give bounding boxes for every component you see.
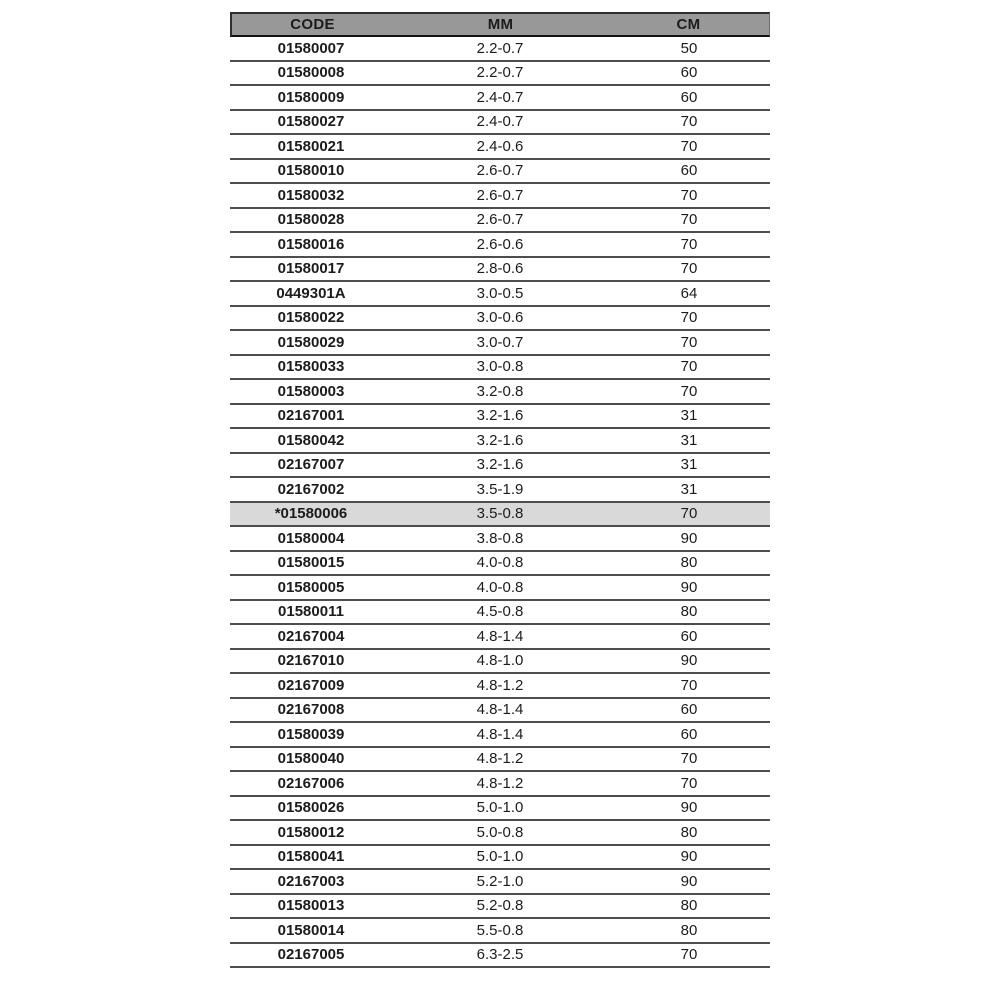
mm-cell: 4.8-1.2 <box>476 750 524 768</box>
code-cell: 02167009 <box>277 676 345 694</box>
mm-cell: 4.8-1.4 <box>476 627 524 645</box>
table-row <box>230 37 770 62</box>
table-row <box>230 258 770 283</box>
table-row <box>230 380 770 405</box>
code-cell: 02167006 <box>277 774 345 792</box>
table-row <box>230 111 770 136</box>
table-row <box>230 919 770 944</box>
code-cell: 01580013 <box>277 897 345 915</box>
code-cell: 02167004 <box>277 627 345 645</box>
table-row <box>230 454 770 479</box>
mm-cell: 3.5-0.8 <box>476 505 524 523</box>
code-cell: 01580022 <box>277 309 345 327</box>
table-row <box>230 723 770 748</box>
mm-cell: 3.8-0.8 <box>476 529 524 547</box>
cm-cell: 31 <box>680 480 698 498</box>
code-cell: 01580027 <box>277 113 345 131</box>
cm-cell: 70 <box>680 382 698 400</box>
table-row <box>230 233 770 258</box>
mm-cell: 3.2-0.8 <box>476 382 524 400</box>
code-cell: 01580010 <box>277 162 345 180</box>
cm-cell: 31 <box>680 431 698 449</box>
cm-cell: 70 <box>680 211 698 229</box>
mm-cell: 4.8-1.4 <box>476 725 524 743</box>
code-cell: 01580009 <box>277 88 345 106</box>
mm-cell: 3.2-1.6 <box>476 407 524 425</box>
code-cell: 01580005 <box>277 578 345 596</box>
code-cell: 01580029 <box>277 333 345 351</box>
code-cell: 01580033 <box>277 358 345 376</box>
cm-cell: 80 <box>680 897 698 915</box>
code-cell: 02167001 <box>277 407 345 425</box>
mm-cell: 2.6-0.7 <box>476 162 524 180</box>
mm-cell: 4.5-0.8 <box>476 603 524 621</box>
mm-cell: 2.4-0.6 <box>476 137 524 155</box>
table-row <box>230 699 770 724</box>
code-cell: 01580016 <box>277 235 345 253</box>
cm-cell: 60 <box>680 725 698 743</box>
table-row <box>230 821 770 846</box>
mm-cell: 2.8-0.6 <box>476 260 524 278</box>
table-row <box>230 135 770 160</box>
code-cell: 0449301A <box>276 284 346 302</box>
table-row <box>230 62 770 87</box>
table-row <box>230 576 770 601</box>
table-row <box>230 478 770 503</box>
mm-cell: 4.8-1.4 <box>476 701 524 719</box>
cm-cell: 70 <box>680 946 698 964</box>
column-header-mm: MM <box>487 16 514 33</box>
mm-cell: 5.0-1.0 <box>476 799 524 817</box>
table-row <box>230 797 770 822</box>
code-cell: 02167007 <box>277 456 345 474</box>
table-header-row <box>230 12 770 37</box>
cm-cell: 70 <box>680 186 698 204</box>
mm-cell: 3.2-1.6 <box>476 431 524 449</box>
mm-cell: 3.0-0.6 <box>476 309 524 327</box>
table-body <box>230 37 770 968</box>
mm-cell: 3.2-1.6 <box>476 456 524 474</box>
mm-cell: 5.0-1.0 <box>476 848 524 866</box>
code-cell: 01580040 <box>277 750 345 768</box>
table-row <box>230 282 770 307</box>
cm-cell: 70 <box>680 235 698 253</box>
cm-cell: 64 <box>680 284 698 302</box>
table-row <box>230 772 770 797</box>
mm-cell: 5.5-0.8 <box>476 921 524 939</box>
table-row <box>230 307 770 332</box>
cm-cell: 90 <box>680 578 698 596</box>
cm-cell: 90 <box>680 872 698 890</box>
cm-cell: 70 <box>680 774 698 792</box>
code-cell: 01580003 <box>277 382 345 400</box>
cm-cell: 60 <box>680 701 698 719</box>
mm-cell: 3.0-0.5 <box>476 284 524 302</box>
code-cell: 01580042 <box>277 431 345 449</box>
mm-cell: 2.2-0.7 <box>476 39 524 57</box>
table-row <box>230 552 770 577</box>
code-cell: 01580017 <box>277 260 345 278</box>
code-cell: 01580028 <box>277 211 345 229</box>
table-row <box>230 650 770 675</box>
mm-cell: 3.5-1.9 <box>476 480 524 498</box>
code-cell: 01580021 <box>277 137 345 155</box>
code-cell: 02167003 <box>277 872 345 890</box>
cm-cell: 70 <box>680 309 698 327</box>
table-row <box>230 870 770 895</box>
column-header-cm: CM <box>676 16 701 33</box>
table-row <box>230 184 770 209</box>
cm-cell: 90 <box>680 529 698 547</box>
spec-table <box>230 12 770 968</box>
code-cell: 01580014 <box>277 921 345 939</box>
cm-cell: 70 <box>680 260 698 278</box>
cm-cell: 60 <box>680 162 698 180</box>
code-cell: 01580011 <box>278 603 344 621</box>
cm-cell: 80 <box>680 554 698 572</box>
cm-cell: 60 <box>680 627 698 645</box>
code-cell: 01580026 <box>277 799 345 817</box>
table-row <box>230 625 770 650</box>
table-row <box>230 331 770 356</box>
table-row <box>230 527 770 552</box>
mm-cell: 3.0-0.8 <box>476 358 524 376</box>
code-cell: 01580007 <box>277 39 345 57</box>
column-header-code: CODE <box>290 16 335 33</box>
table-row <box>230 356 770 381</box>
code-cell: *01580006 <box>274 505 348 523</box>
cm-cell: 31 <box>680 456 698 474</box>
cm-cell: 60 <box>680 64 698 82</box>
mm-cell: 2.4-0.7 <box>476 113 524 131</box>
cm-cell: 90 <box>680 848 698 866</box>
mm-cell: 4.8-1.2 <box>476 774 524 792</box>
table-row <box>230 160 770 185</box>
table-row <box>230 944 770 969</box>
mm-cell: 4.8-1.0 <box>476 652 524 670</box>
cm-cell: 90 <box>680 799 698 817</box>
code-cell: 02167010 <box>277 652 345 670</box>
code-cell: 01580015 <box>277 554 345 572</box>
cm-cell: 70 <box>680 676 698 694</box>
code-cell: 01580041 <box>277 848 345 866</box>
cm-cell: 80 <box>680 823 698 841</box>
table-row <box>230 405 770 430</box>
code-cell: 02167005 <box>277 946 345 964</box>
mm-cell: 2.6-0.7 <box>476 186 524 204</box>
mm-cell: 2.4-0.7 <box>476 88 524 106</box>
cm-cell: 70 <box>680 750 698 768</box>
table-row <box>230 846 770 871</box>
mm-cell: 5.2-0.8 <box>476 897 524 915</box>
code-cell: 01580008 <box>277 64 345 82</box>
cm-cell: 70 <box>680 505 698 523</box>
mm-cell: 2.6-0.7 <box>476 211 524 229</box>
table-row <box>230 86 770 111</box>
mm-cell: 4.8-1.2 <box>476 676 524 694</box>
table-row <box>230 429 770 454</box>
cm-cell: 80 <box>680 921 698 939</box>
table-row <box>230 748 770 773</box>
mm-cell: 5.2-1.0 <box>476 872 524 890</box>
cm-cell: 31 <box>680 407 698 425</box>
mm-cell: 4.0-0.8 <box>476 554 524 572</box>
table-row <box>230 209 770 234</box>
code-cell: 01580012 <box>277 823 345 841</box>
table-row <box>230 895 770 920</box>
code-cell: 01580004 <box>277 529 345 547</box>
table-row <box>230 674 770 699</box>
cm-cell: 70 <box>680 333 698 351</box>
code-cell: 02167002 <box>277 480 345 498</box>
table-row <box>230 601 770 626</box>
mm-cell: 2.2-0.7 <box>476 64 524 82</box>
cm-cell: 60 <box>680 88 698 106</box>
cm-cell: 70 <box>680 358 698 376</box>
table-row <box>230 503 770 528</box>
mm-cell: 4.0-0.8 <box>476 578 524 596</box>
cm-cell: 50 <box>680 39 698 57</box>
code-cell: 01580032 <box>277 186 345 204</box>
code-cell: 02167008 <box>277 701 345 719</box>
cm-cell: 70 <box>680 113 698 131</box>
cm-cell: 70 <box>680 137 698 155</box>
mm-cell: 3.0-0.7 <box>476 333 524 351</box>
code-cell: 01580039 <box>277 725 345 743</box>
cm-cell: 90 <box>680 652 698 670</box>
cm-cell: 80 <box>680 603 698 621</box>
mm-cell: 5.0-0.8 <box>476 823 524 841</box>
mm-cell: 6.3-2.5 <box>476 946 524 964</box>
mm-cell: 2.6-0.6 <box>476 235 524 253</box>
